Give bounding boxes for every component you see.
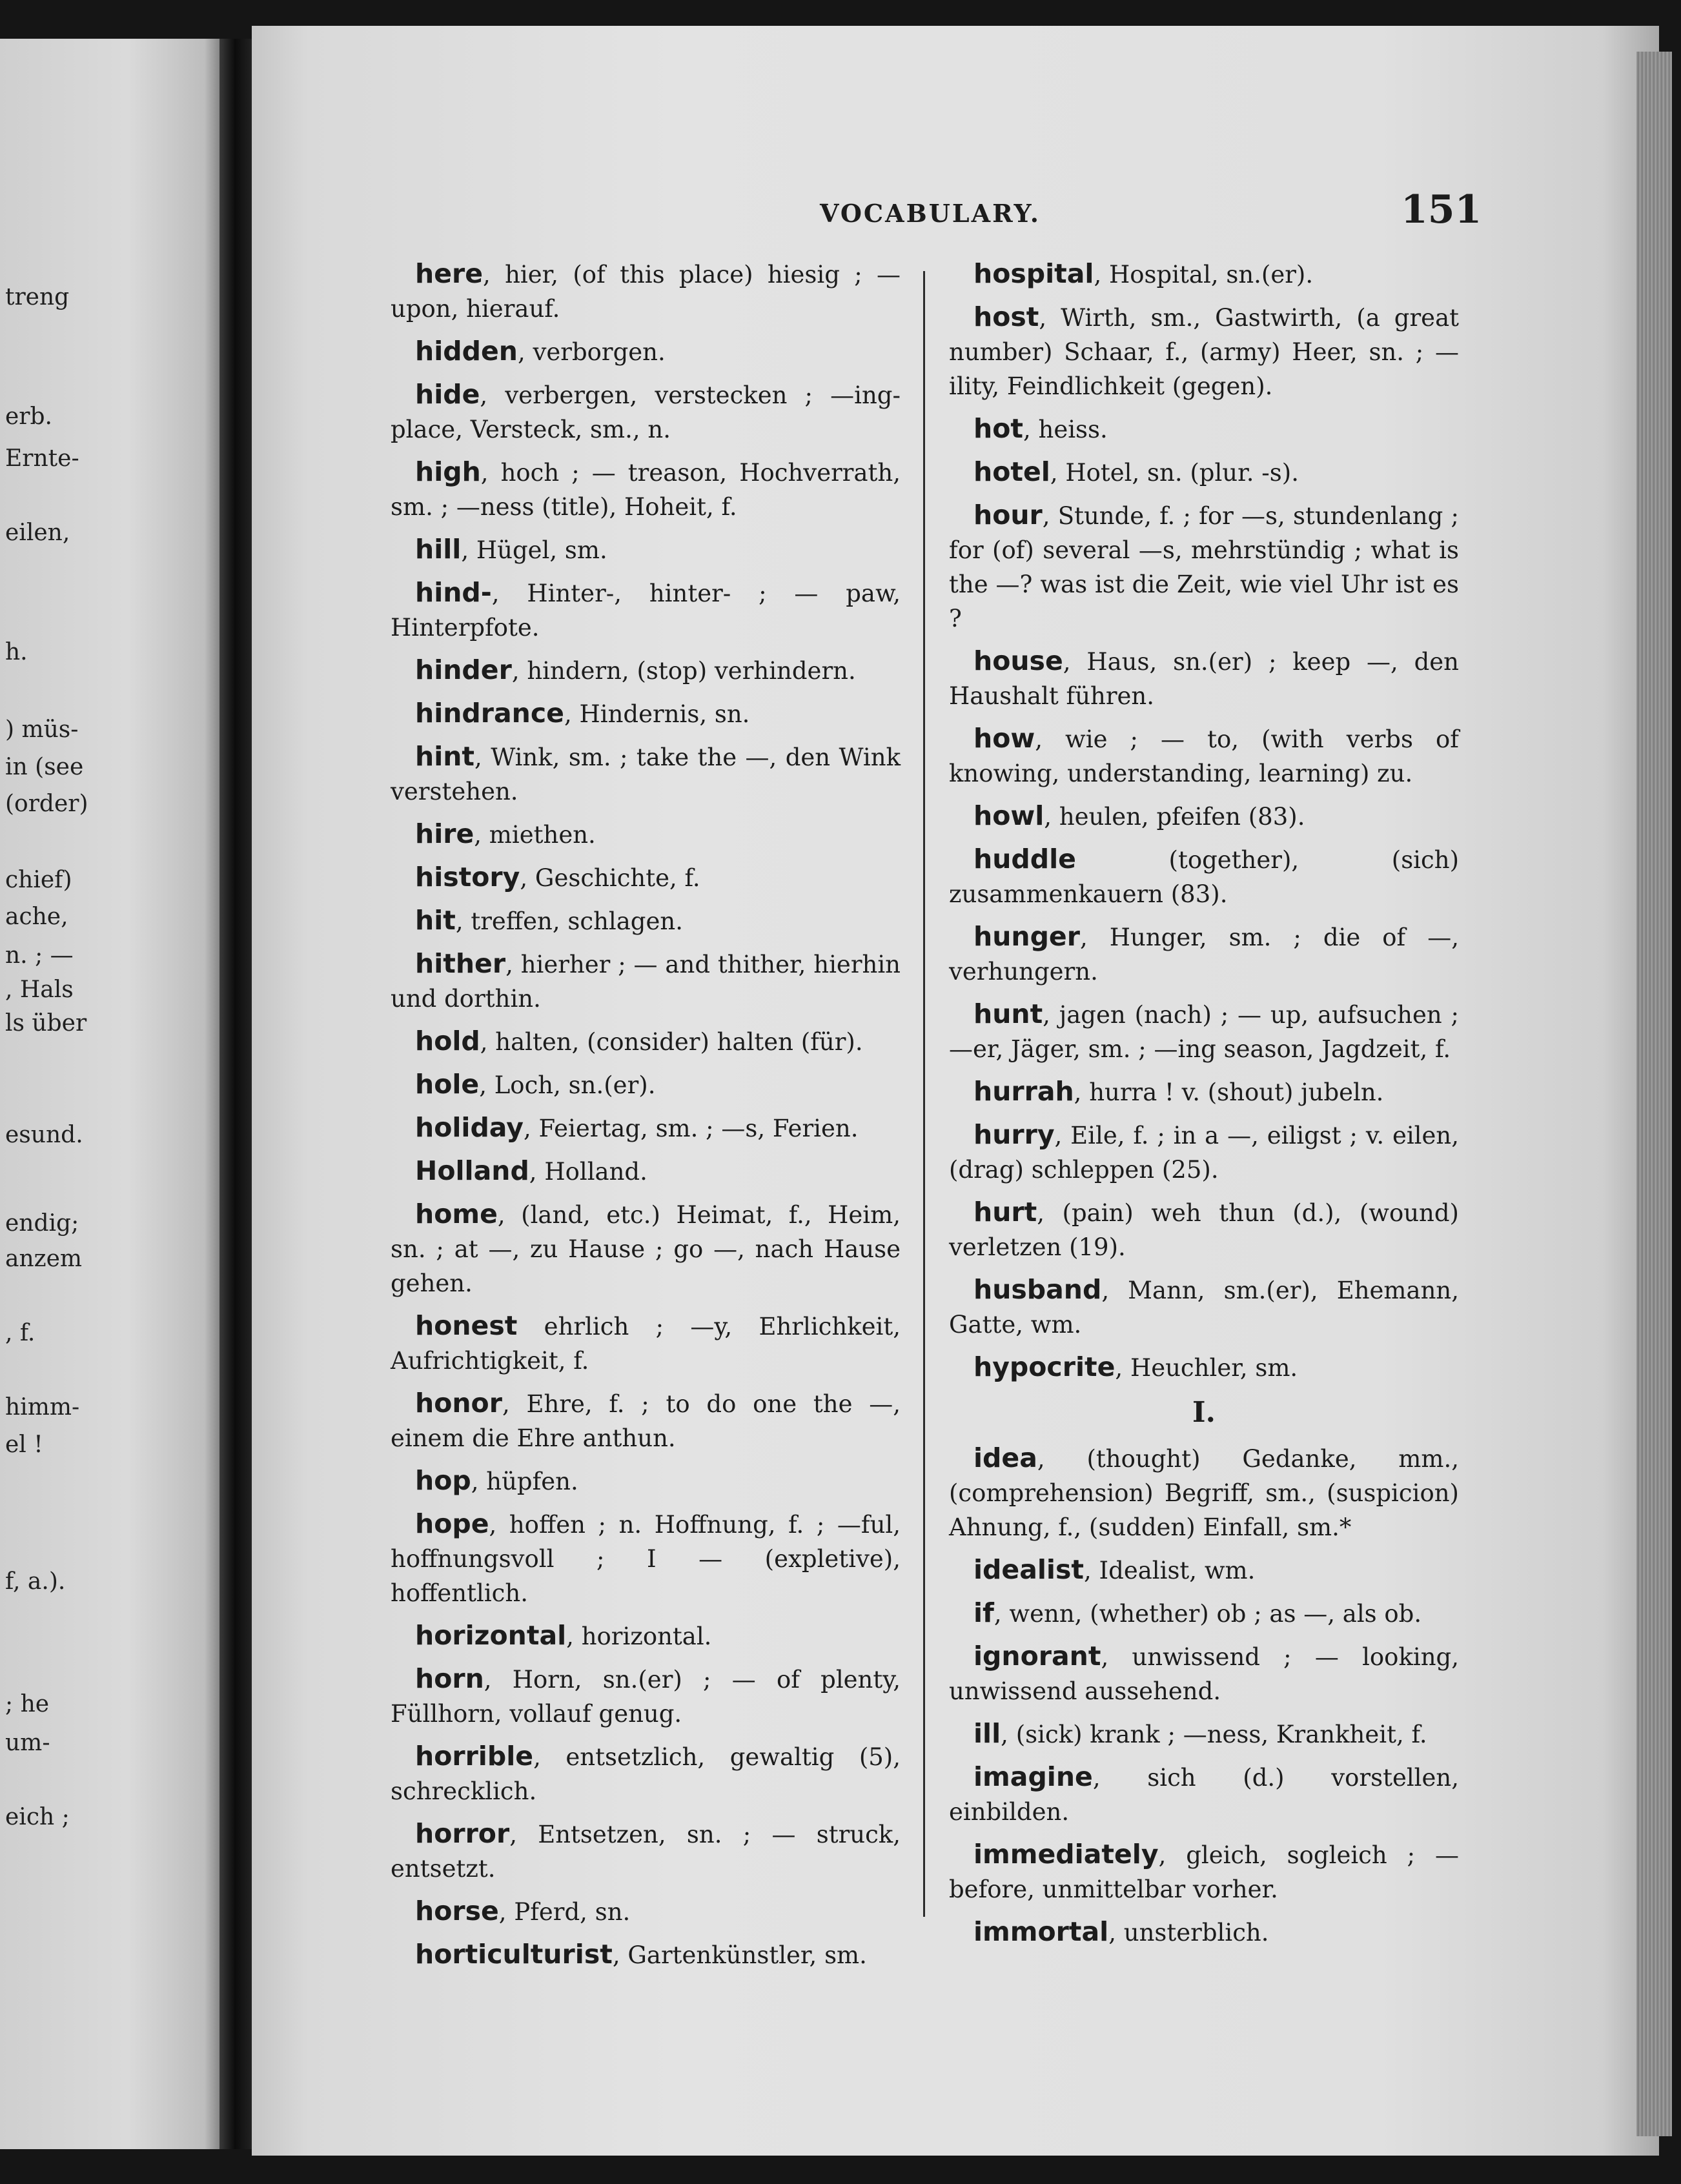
vocabulary-entry [391,740,901,809]
definition: , verborgen. [517,338,666,366]
headword: holiday [415,1112,524,1143]
definition: , Holland. [529,1158,647,1186]
left-page-fragment: anzem [5,1246,83,1272]
headword: hunger [973,921,1080,952]
vocabulary-entry [949,1118,1459,1187]
definition: , heiss. [1023,416,1108,443]
vocabulary-entry [949,1350,1459,1385]
vocabulary-entry [949,1075,1459,1109]
left-page-fragment: chief) [5,867,72,893]
definition: , Idealist, wm. [1084,1557,1256,1584]
headword: horrible [415,1741,534,1772]
headword: hop [415,1465,471,1496]
vocabulary-entry [391,334,901,369]
headword: horticulturist [415,1939,613,1970]
vocabulary-entry [391,860,901,895]
definition: , Horn, sn.(er) ; — of plenty, Füllhorn, vollauf genug. [391,1666,901,1728]
headword: host [973,301,1039,332]
vocabulary-entry [391,1817,901,1886]
definition: , Hospital, sn.(er). [1094,261,1314,288]
vocabulary-entry [391,1067,901,1102]
column-rule [923,271,925,1917]
vocabulary-entry [949,455,1459,490]
headword: horizontal [415,1620,567,1651]
vocabulary-entry [949,1639,1459,1708]
headword: hour [973,500,1043,531]
running-head: VOCABULARY. [820,199,1041,228]
previous-page-edge [0,39,232,2149]
left-page-fragment: um- [5,1730,50,1756]
headword: here [415,258,484,289]
definition: , verbergen, verstecken ; —ing-place, Versteck, sm., n. [391,381,901,443]
vocabulary-entry [391,1197,901,1300]
headword: hither [415,948,506,979]
definition: , Hügel, sm. [461,536,607,564]
headword: horse [415,1896,499,1926]
page-edges [1636,52,1672,2136]
headword: high [415,456,481,487]
headword: hypocrite [973,1351,1116,1382]
vocabulary-entry [949,1441,1459,1544]
vocabulary-entry [391,1024,901,1059]
headword: honest [415,1310,518,1341]
left-page-fragment: Ernte- [5,445,79,472]
vocabulary-entry [391,1739,901,1808]
left-page-fragment: , f. [5,1320,36,1346]
left-page-fragment: (order) [5,791,88,817]
vocabulary-entry [949,799,1459,834]
headword: hindrance [415,698,564,729]
vocabulary-entry [949,257,1459,292]
vocabulary-entry [949,412,1459,447]
definition: , Hotel, sn. (plur. -s). [1050,459,1299,487]
headword: hide [415,379,480,410]
definition: , Hindernis, sn. [564,700,750,728]
left-page-fragment: in (see [5,754,84,780]
vocabulary-entry [391,1507,901,1610]
left-page-fragment: , Hals [5,976,74,1003]
vocabulary-entry [391,817,901,852]
vocabulary-entry [391,378,901,447]
definition: , sich (d.) vorstellen, einbilden. [949,1764,1459,1826]
vocabulary-entry [391,1154,901,1189]
definition: , (land, etc.) Heimat, f., Heim, sn. ; at —, zu Hause ; go —, nach Hause gehen. [391,1201,901,1297]
vocabulary-entry [949,920,1459,989]
headword: imagine [973,1761,1093,1792]
vocabulary-entry [391,1662,901,1731]
definition: , Gartenkünstler, sm. [612,1941,867,1969]
definition: , entsetzlich, gewaltig (5), schrecklich. [391,1743,901,1805]
headword: hinder [415,654,512,685]
vocabulary-entry [391,947,901,1016]
headword: house [973,645,1063,676]
definition: , Feiertag, sm. ; —s, Ferien. [523,1115,859,1142]
definition: , Loch, sn.(er). [479,1071,656,1099]
definition: , Hunger, sm. ; die of —, verhungern. [949,924,1459,986]
vocabulary-entry [949,498,1459,636]
vocabulary-entry [391,1894,901,1929]
definition: , hurra ! v. (shout) jubeln. [1074,1078,1384,1106]
vocabulary-entry [391,576,901,645]
vocabulary-entry [949,1273,1459,1342]
vocabulary-entry [949,722,1459,791]
definition: , Wirth, sm., Gastwirth, (a great number) Schaar, f., (army) Heer, sn. ; —ility, Feindlichkeit (gegen). [949,304,1459,400]
headword: hole [415,1069,480,1100]
vocabulary-entry [391,696,901,731]
vocabulary-entry [949,1195,1459,1264]
left-page-fragment: ; he [5,1691,50,1717]
headword: hit [415,905,456,936]
definition: , jagen (nach) ; — up, aufsuchen ; —er, Jäger, sm. ; —ing season, Jagdzeit, f. [949,1001,1459,1063]
left-page-fragment: n. ; — [5,942,74,969]
definition: , Heuchler, sm. [1115,1354,1298,1382]
definition: , Geschichte, f. [520,864,700,892]
definition: , hindern, (stop) verhindern. [511,657,856,685]
headword: hold [415,1026,480,1057]
vocabulary-entry [391,1111,901,1146]
definition: , wenn, (whether) ob ; as —, als ob. [993,1600,1422,1628]
headword: ill [973,1718,1001,1749]
definition: , unwissend ; — looking, unwissend aussehend. [949,1643,1459,1705]
definition: , horizontal. [566,1623,712,1650]
left-page-fragment: eich ; [5,1804,70,1830]
vocabulary-entry [391,1386,901,1455]
definition: , Mann, sm.(er), Ehemann, Gatte, wm. [949,1277,1459,1339]
headword: hurry [973,1119,1055,1150]
vocabulary-entry [949,300,1459,403]
vocabulary-entry [949,1553,1459,1588]
headword: hurt [973,1197,1037,1228]
headword: idea [973,1442,1037,1473]
headword: hope [415,1508,489,1539]
vocabulary-entry [391,257,901,326]
definition: , Hinter-, hinter- ; — paw, Hinterpfote. [391,580,901,642]
left-page-fragment: erb. [5,403,53,430]
vocabulary-entry [391,1464,901,1499]
definition: , Entsetzen, sn. ; — struck, entsetzt. [391,1821,901,1883]
vocabulary-entry [949,1717,1459,1752]
headword: hidden [415,336,518,367]
definition: (together), (sich) zusammenkauern (83). [949,846,1459,908]
vocabulary-entry [949,1760,1459,1829]
definition: , (sick) krank ; —ness, Krankheit, f. [1001,1721,1427,1748]
headword: hire [415,818,474,849]
vocabulary-entry [391,1619,901,1653]
vocabulary-entry [949,1915,1459,1950]
left-page-fragment: ) müs- [5,716,79,743]
vocabulary-entry [949,644,1459,713]
headword: hot [973,413,1023,444]
definition: , halten, (consider) halten (für). [480,1028,863,1056]
left-page-fragment: esund. [5,1122,83,1148]
right-column [949,257,1459,1958]
headword: hind- [415,577,492,608]
vocabulary-entry [949,842,1459,911]
definition: , hoch ; — treason, Hochverrath, sm. ; —ness (title), Hoheit, f. [391,459,901,521]
vocabulary-entry [391,455,901,524]
headword: immortal [973,1916,1109,1947]
left-page-fragment: ache, [5,904,68,930]
headword: horn [415,1663,484,1694]
definition: , hoffen ; n. Hoffnung, f. ; —ful, hoffnungsvoll ; I — (expletive), hoffentlich. [391,1511,901,1607]
headword: horror [415,1818,510,1849]
headword: ignorant [973,1641,1101,1672]
definition: , miethen. [474,821,596,849]
definition: , Eile, f. ; in a —, eiligst ; v. eilen, (drag) schleppen (25). [949,1122,1459,1184]
left-page-fragment: h. [5,639,28,665]
definition: , heulen, pfeifen (83). [1044,803,1305,831]
definition: , (pain) weh thun (d.), (wound) verletzen (19). [949,1199,1459,1261]
left-page-fragment: ls über [5,1010,87,1036]
definition: , hüpfen. [471,1468,578,1495]
definition: ehrlich ; —y, Ehrlichkeit, Aufrichtigkeit, f. [391,1313,901,1375]
vocabulary-entry [949,997,1459,1066]
left-page-fragment: treng [5,284,70,310]
section-letter: I. [1192,1396,1216,1429]
headword: history [415,862,520,893]
headword: hospital [973,258,1094,289]
definition: , wie ; — to, (with verbs of knowing, understanding, learning) zu. [949,725,1459,787]
definition: , Wink, sm. ; take the —, den Wink verstehen. [391,743,901,805]
definition: , hier, (of this place) hiesig ; — upon, hierauf. [391,261,901,323]
headword: hill [415,534,462,565]
vocabulary-entry [391,653,901,688]
vocabulary-entry [949,1596,1459,1631]
definition: , Pferd, sn. [498,1898,631,1926]
definition: , hierher ; — and thither, hierhin und dorthin. [391,951,901,1013]
definition: , gleich, sogleich ; — before, unmittelbar vorher. [949,1841,1459,1903]
left-page-fragment: eilen, [5,520,70,546]
headword: howl [973,800,1044,831]
definition: , Haus, sn.(er) ; keep —, den Haushalt führen. [949,648,1459,710]
headword: hint [415,741,475,772]
headword: husband [973,1274,1102,1305]
headword: immediately [973,1839,1159,1870]
headword: if [973,1597,994,1628]
headword: huddle [973,844,1076,875]
headword: hurrah [973,1076,1074,1107]
vocabulary-entry [391,904,901,938]
left-column [391,257,901,1981]
headword: Holland [415,1155,529,1186]
vocabulary-entry [391,532,901,567]
left-page-fragment: f, a.). [5,1568,66,1595]
headword: hotel [973,456,1050,487]
vocabulary-entry [949,1837,1459,1906]
headword: how [973,723,1035,754]
definition: , Stunde, f. ; for —s, stundenlang ; for (of) several —s, mehrstündig ; what is the —? was ist die Zeit, wie viel Uhr ist es ? [949,502,1459,632]
definition: , treffen, schlagen. [455,907,683,935]
headword: honor [415,1388,502,1419]
headword: hunt [973,998,1043,1029]
vocabulary-entry [391,1937,901,1972]
left-page-fragment: endig; [5,1210,79,1237]
headword: idealist [973,1554,1084,1585]
left-page-fragment: el ! [5,1431,43,1458]
vocabulary-entry [391,1309,901,1378]
page-number: 151 [1401,187,1482,232]
definition: , Ehre, f. ; to do one the —, einem die Ehre anthun. [391,1390,901,1452]
headword: home [415,1198,498,1229]
left-page-fragment: himm- [5,1394,80,1421]
definition: , (thought) Gedanke, mm., (comprehension) Begriff, sm., (suspicion) Ahnung, f., (sudden) Einfall, sm.* [949,1445,1459,1541]
definition: , unsterblich. [1108,1919,1269,1946]
